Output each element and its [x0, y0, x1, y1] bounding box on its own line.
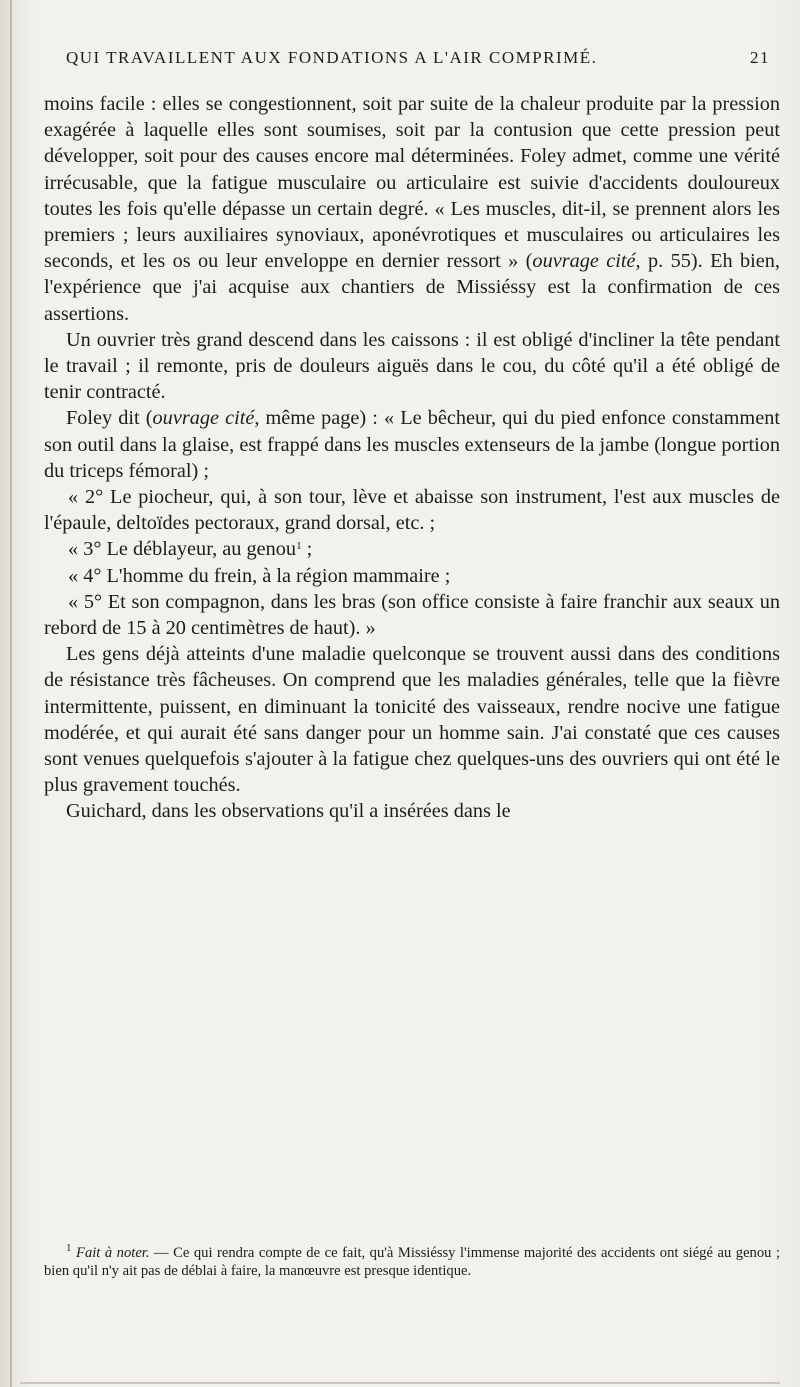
running-title: QUI TRAVAILLENT AUX FONDATIONS A L'AIR COMPRIMÉ.	[66, 48, 598, 67]
paragraph	[44, 405, 780, 484]
text-run: « 5° Et son compagnon, dans les bras (son office consiste à faire franchir aux seaux un rebord de 15 à 20 centimètres de haut). »	[44, 590, 780, 640]
paragraph	[44, 484, 780, 536]
paragraph	[44, 641, 780, 798]
paragraph	[44, 589, 780, 641]
paragraph	[44, 563, 780, 589]
footnote-lead: Fait à noter.	[76, 1245, 150, 1261]
footnote-ref: 1	[296, 540, 302, 553]
footnotes	[44, 1244, 780, 1280]
paragraph	[44, 536, 780, 562]
paragraph	[44, 798, 780, 824]
footnote-marker: 1	[66, 1242, 72, 1254]
text-run: Guichard, dans les observations qu'il a insérées dans le	[66, 800, 511, 823]
text-run: « 2° Le piocheur, qui, à son tour, lève et abaisse son instrument, l'est aux muscles de l'épaule, deltoïdes pectoraux, grand dorsal, etc. ;	[44, 486, 780, 535]
body-text	[44, 91, 780, 825]
text-run: , p. 55). Eh bien, l'expérience que j'ai acquise aux chantiers de Missiéssy est la confirmation de ces assertions.	[44, 250, 780, 325]
text-run: Les gens déjà atteints d'une maladie quelconque se trouvent aussi dans des conditions de résistance très fâcheuses. On comprend que les maladies générales, telle que la fièvre intermittente, puissent, en diminuant la tonicité des vaisseaux, rendre nocive une fatigue modérée, et qui aurait été sans danger pour un homme sain. J'ai constaté que ces causes sont venues quelquefois s'ajouter à la fatigue chez quelques-uns des ouvriers qui ont été le plus gravement touchés.	[44, 643, 780, 797]
text-run: « 4° L'homme du frein, à la région mammaire ;	[68, 564, 451, 587]
footnote-text: — Ce qui rendra compte de ce fait, qu'à Missiéssy l'immense majorité des accidents ont siégé au genou ; bien qu'il n'y ait pas de déblai à faire, la manœuvre est presque identique.	[44, 1245, 781, 1279]
paragraph	[44, 91, 780, 327]
page-header	[66, 48, 770, 78]
binding-edge	[10, 0, 12, 1387]
text-run: moins facile : elles se congestionnent, soit par suite de la chaleur produite par la pression exagérée à laquelle elles sont soumises, soit par la contusion que cette pression peut développer, soit pour des causes encore mal déterminées. Foley admet, comme une vérité irrécusable, que la fatigue musculaire ou articulaire est suivie d'accidents douloureux toutes les fois qu'elle dépasse un certain degré. « Les muscles, dit-il, se prennent alors les premiers ; leurs auxiliaires synoviaux, aponévrotiques et musculaires ou articulaires les seconds, et les os ou leur enveloppe en dernier ressort » (	[44, 93, 780, 273]
footnote	[44, 1244, 780, 1280]
text-run: Foley dit (	[66, 407, 153, 430]
text-run: « 3° Le déblayeur, au genou	[68, 538, 297, 561]
page-number: 21	[750, 48, 770, 67]
text-run: , même page) : « Le bêcheur, qui du pied enfonce constamment son outil dans la glaise, est frappé dans les muscles extenseurs de la jambe (longue portion du triceps fémoral) ;	[44, 407, 780, 482]
italic-citation: ouvrage cité	[152, 407, 255, 430]
italic-citation: ouvrage cité	[532, 250, 636, 273]
page-bottom-edge	[20, 1382, 780, 1384]
text-run: ;	[301, 538, 313, 561]
text-run: Un ouvrier très grand descend dans les caissons : il est obligé d'incliner la tête pendant le travail ; il remonte, pris de douleurs aiguës dans le cou, du côté qu'il a été obligé de tenir contracté.	[44, 328, 780, 404]
paragraph	[44, 327, 780, 406]
